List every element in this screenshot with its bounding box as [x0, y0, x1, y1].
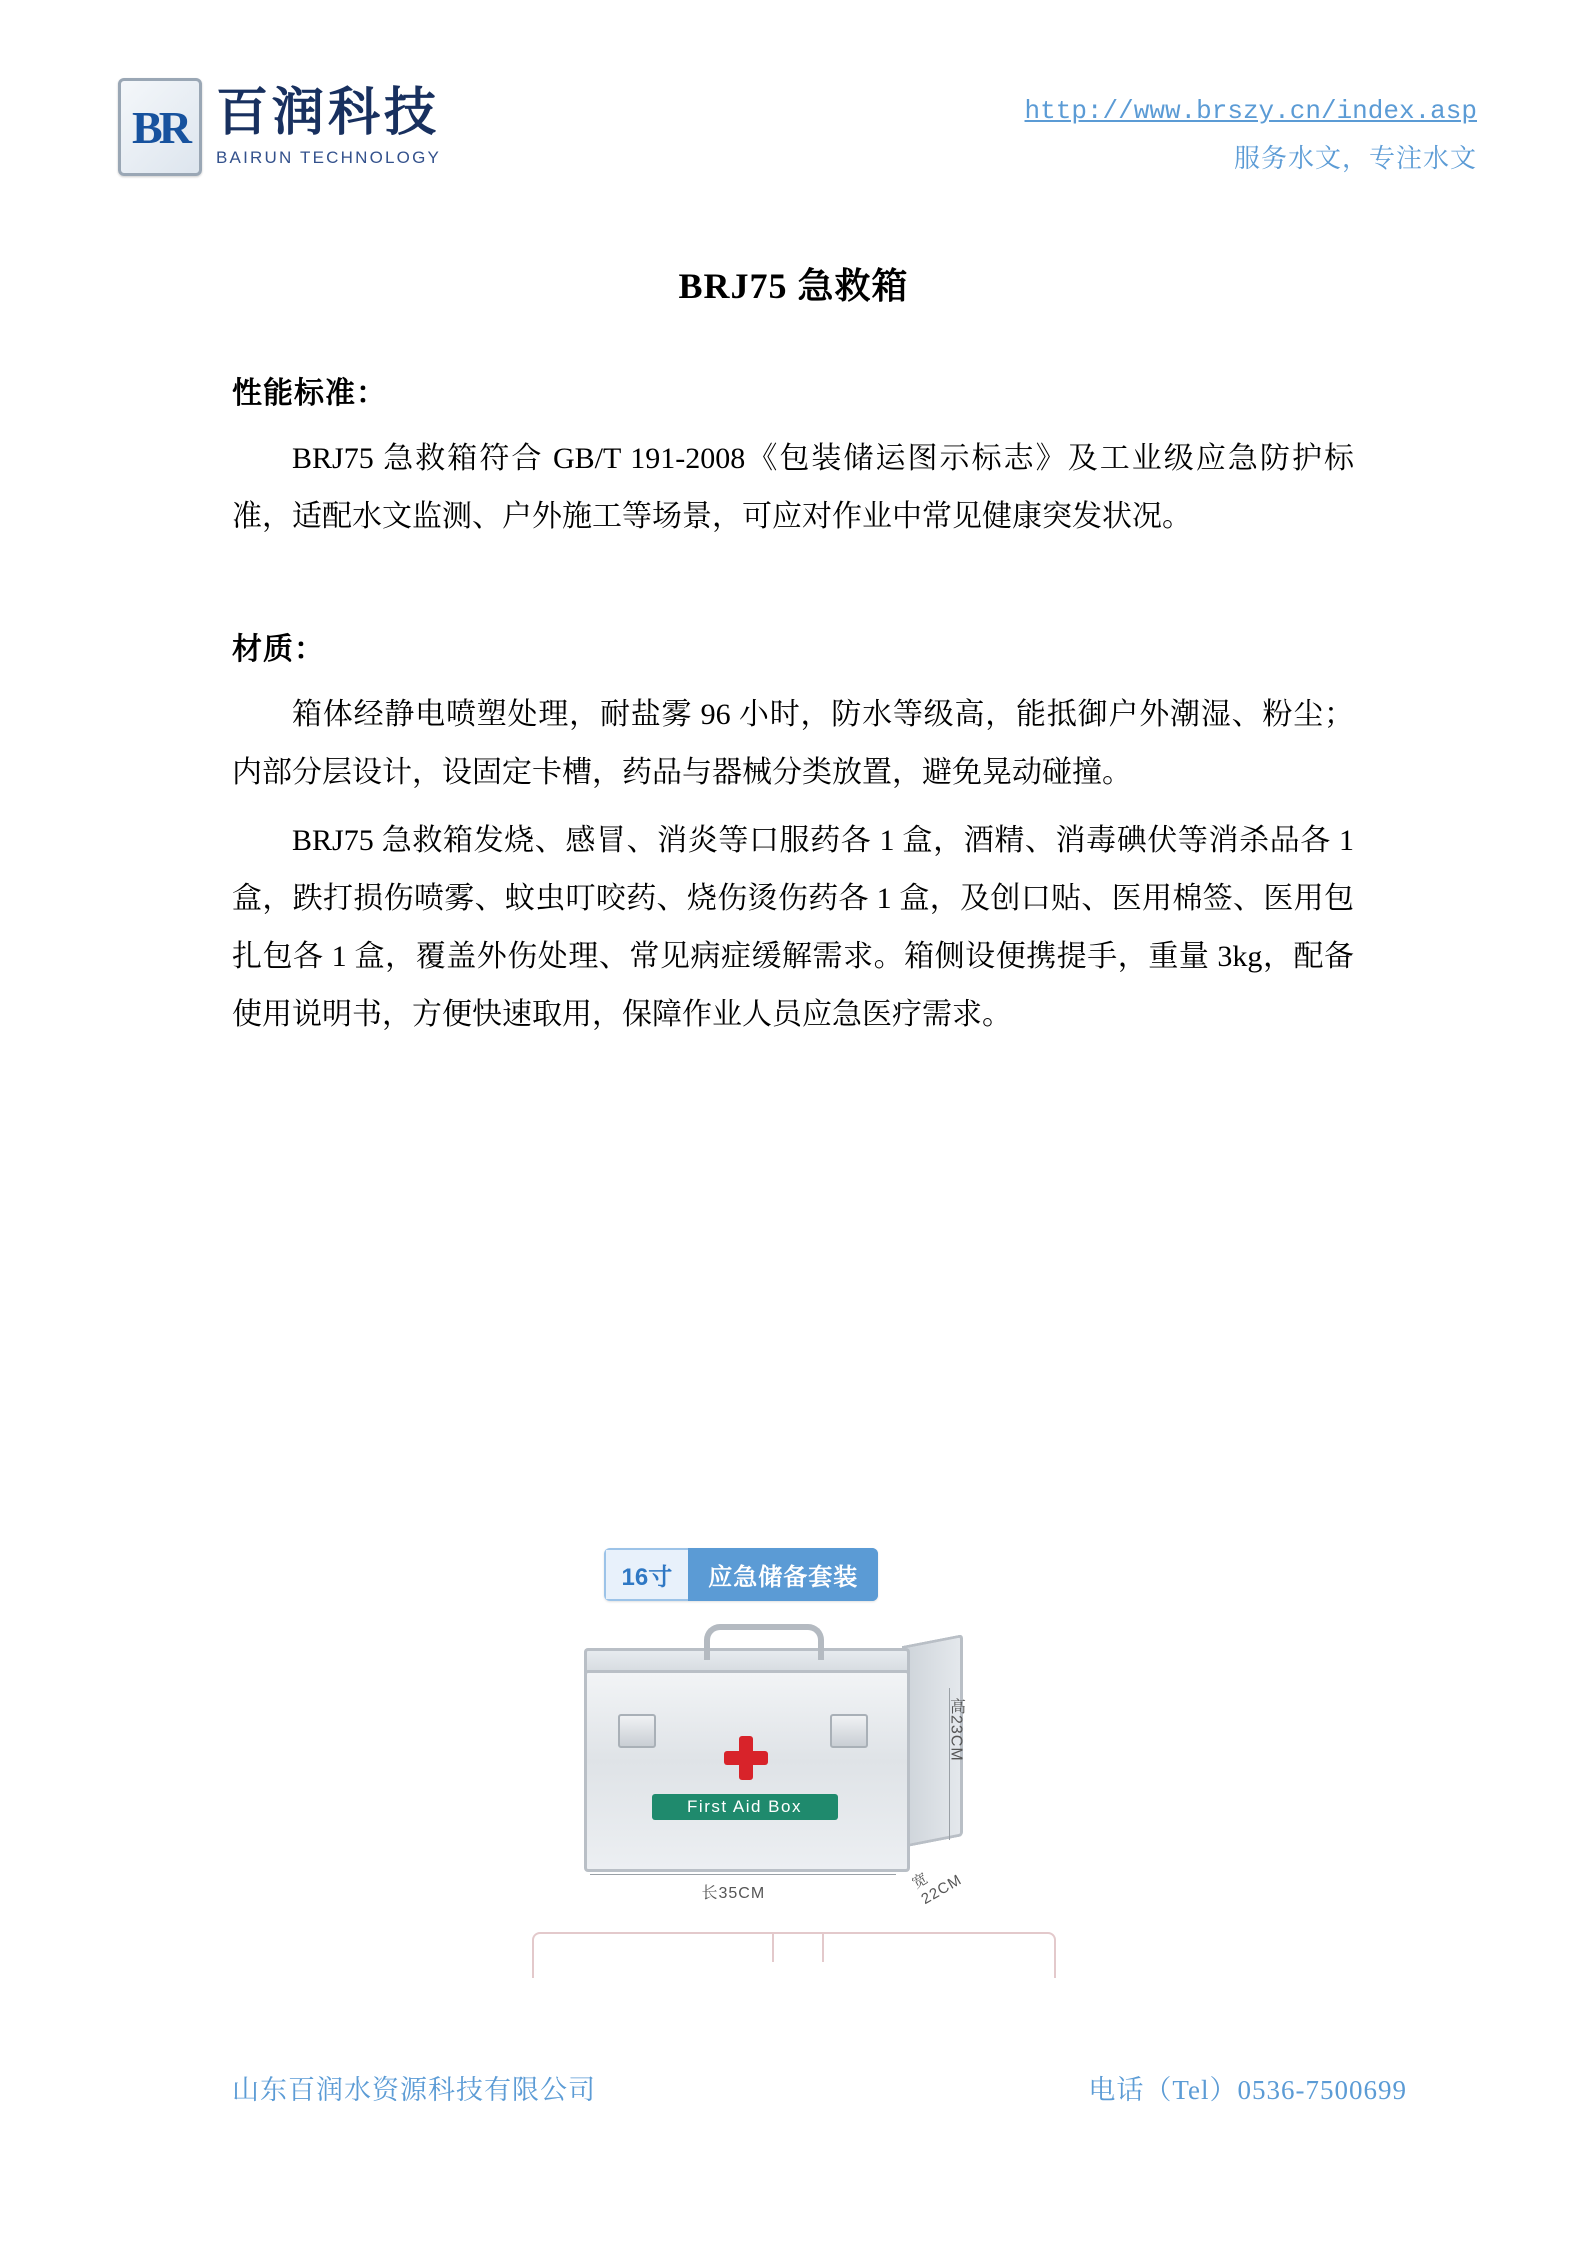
header-contact-block	[1025, 96, 1477, 175]
paragraph: BRJ75 急救箱发烧、感冒、消炎等口服药各 1 盒，酒精、消毒碘伏等消杀品各 1 盒，跌打损伤喷雾、蚊虫叮咬药、烧伤烫伤药各 1 盒，及创口贴、医用棉签、医用包扎包各 1 盒，覆盖外伤处理、常见病症缓解需求。箱侧设便携提手，重量 3kg，配备使用说明书，方便快速取用，保障作业人员应急医疗需求。	[232, 824, 1354, 1031]
product-badge	[604, 1548, 879, 1601]
logo-monogram: BR	[132, 101, 188, 153]
section-heading: 材质：	[232, 633, 325, 666]
section-heading: 性能标准：	[232, 377, 387, 410]
company-logo	[118, 78, 441, 176]
case-label-band: First Aid Box	[652, 1794, 838, 1820]
company-website-link[interactable]: http://www.brszy.cn/index.asp	[1024, 96, 1477, 126]
section-gap	[232, 546, 1354, 624]
badge-name-label: 应急储备套装	[688, 1548, 878, 1601]
medical-cross-icon	[724, 1736, 768, 1780]
document-body	[232, 368, 1354, 1044]
paragraph-gap	[232, 802, 1354, 812]
footer-phone: 电话（Tel）0536-7500699	[1088, 2075, 1407, 2105]
first-aid-case-illustration	[584, 1628, 965, 1908]
width-dimension-line	[590, 1874, 896, 1875]
badge-size-label: 16寸	[604, 1548, 689, 1601]
page-title: BRJ75 急救箱	[678, 266, 909, 306]
case-latch-right	[830, 1714, 868, 1748]
figure-bottom-panel	[532, 1932, 1056, 1978]
paragraph: 箱体经静电喷塑处理，耐盐雾 96 小时，防水等级高，能抵御户外潮湿、粉尘；内部分层设计，设固定卡槽，药品与器械分类放置，避免晃动碰撞。	[232, 698, 1354, 789]
logo-mark-icon	[118, 78, 202, 176]
logo-english-name: BAIRUN TECHNOLOGY	[216, 148, 442, 167]
section-material	[232, 624, 1354, 1044]
product-figure	[0, 1540, 1587, 1970]
section-performance-standard	[232, 368, 1354, 546]
height-dimension-label: 高23CM	[947, 1698, 965, 1762]
logo-text	[216, 85, 442, 167]
width-dimension-label: 长35CM	[701, 1885, 766, 1902]
figure-bottom-panel-tick	[772, 1934, 824, 1962]
case-latch-left	[618, 1714, 656, 1748]
depth-dimension-label: 宽22CM	[908, 1869, 965, 1908]
logo-chinese-name: 百润科技	[216, 85, 441, 142]
product-figure-inner	[514, 1540, 1074, 1970]
paragraph: BRJ75 急救箱符合 GB/T 191-2008《包装储运图示标志》及工业级应急防护标准，适配水文监测、户外施工等场景，可应对作业中常见健康突发状况。	[232, 442, 1354, 533]
company-slogan: 服务水文，专注水文	[1233, 144, 1477, 173]
footer-company-name: 山东百润水资源科技有限公司	[232, 2075, 596, 2105]
page-header	[110, 78, 1477, 188]
page-footer	[232, 2068, 1407, 2107]
case-handle	[704, 1624, 824, 1660]
